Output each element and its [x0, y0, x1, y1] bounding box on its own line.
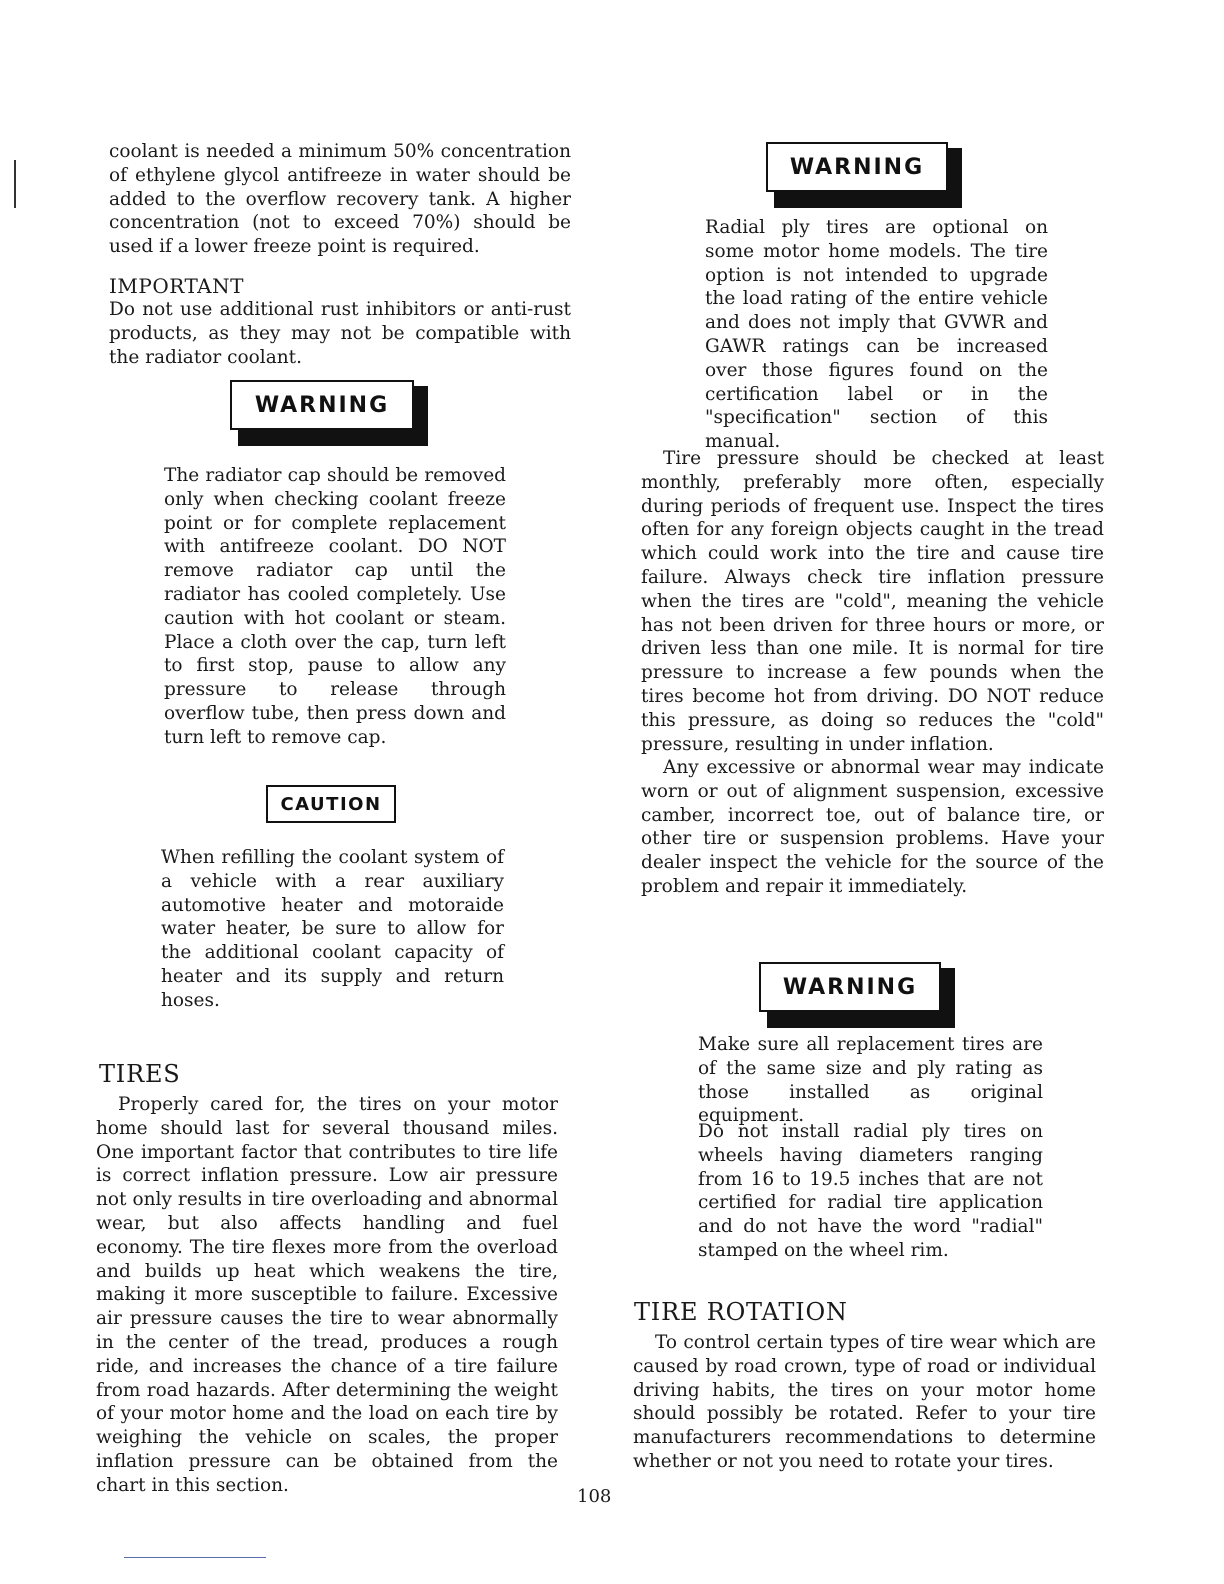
- warning-shadow: [767, 1012, 955, 1028]
- replacement-text: Make sure all replacement tires are of the same size and ply rating as those installed as original equipment.: [698, 1034, 1043, 1127]
- important-heading: IMPORTANT: [109, 274, 244, 298]
- radial-rim-text: Do not install radial ply tires on wheels having diameters ranging from 16 to 19.5 inches that are not certified for radial tire application and do not have the word "radial" stamped on the wheel rim.: [698, 1121, 1043, 1261]
- warning-label: WARNING: [230, 380, 414, 430]
- tires-heading: TIRES: [99, 1060, 181, 1088]
- warning-label: WARNING: [759, 962, 941, 1012]
- radiator-warning-text: The radiator cap should be removed only when checking coolant freeze point or for complete replacement with antifreeze coolant. DO NOT remove radiator cap until the radiator has cooled completely. Use caution with hot coolant or steam. Place a cloth over the cap, turn left to first stop, pause to allow any pressure to release through overflow tube, then press down and turn left to remove cap.: [164, 465, 506, 748]
- footer-rule: [124, 1557, 266, 1558]
- warning-label: WARNING: [766, 142, 948, 192]
- pressure-paragraph: Tire pressure should be checked at least monthly, preferably more often, especially during periods of frequent use. Inspect the tires often for any foreign objects caught in the tread which could work into the tire and cause tire failure. Always check tire inflation pressure when the tires are "cold", meaning the vehicle has not been driven for three hours or more, or driven less than one mile. It is normal for tire pressure to increase a few pounds when the tires become hot from driving. DO NOT reduce this pressure, as doing so reduces the "cold" pressure, resulting in under inflation.: [641, 448, 1104, 755]
- replacement-warning-box: [759, 962, 955, 1028]
- important-text: Do not use additional rust inhibitors or anti-rust products, as they may not be compatible with the radiator coolant.: [109, 299, 571, 368]
- radial-warning-box: [766, 142, 962, 208]
- warning-shadow: [238, 430, 428, 446]
- caution-label: CAUTION: [266, 785, 396, 823]
- tire-rotation-heading: TIRE ROTATION: [634, 1298, 848, 1326]
- wear-paragraph: Any excessive or abnormal wear may indicate worn or out of alignment suspension, excessive camber, incorrect toe, out of balance tire, or other tire or suspension problems. Have your dealer inspect the vehicle for the source of the problem and repair it immediately.: [641, 757, 1104, 897]
- scan-edge-mark: [14, 160, 16, 208]
- caution-text: When refilling the coolant system of a vehicle with a rear auxiliary automotive heater and motoraide water heater, be sure to allow for the additional coolant capacity of heater and its supply and return hoses.: [161, 847, 504, 1011]
- tires-text: Properly cared for, the tires on your motor home should last for several thousand miles. One important factor that contributes to tire life is correct inflation pressure. Low air pressure not only results in tire overloading and abnormal wear, but also affects handling and fuel economy. The tire flexes more from the overload and builds up heat which weakens the tire, making it more susceptible to failure. Excessive air pressure causes the tire to wear abnormally in the center of the tread, produces a rough ride, and increases the chance of a tire failure from road hazards. After determining the weight of your motor home and the load on each tire by weighing the vehicle on scales, the proper inflation pressure can be obtained from the chart in this section.: [96, 1094, 558, 1496]
- warning-shadow: [774, 192, 962, 208]
- radial-warning-text: Radial ply tires are optional on some motor home models. The tire option is not intended to upgrade the load rating of the entire vehicle and does not imply that GVWR and GAWR ratings can be increased over those figures found on the certification label or in the "specification" section of this manual.: [705, 217, 1048, 453]
- radiator-warning-box: [230, 380, 428, 446]
- tire-rotation-text: To control certain types of tire wear which are caused by road crown, type of road or individual driving habits, the tires on your motor home should possibly be rotated. Refer to your tire manufacturers recommendations to determine whether or not you need to rotate your tires.: [633, 1332, 1096, 1472]
- page-number: 108: [577, 1486, 612, 1507]
- intro-paragraph: coolant is needed a minimum 50% concentration of ethylene glycol antifreeze in water should be added to the overflow recovery tank. A higher concentration (not to exceed 70%) should be used if a lower freeze point is required.: [109, 141, 571, 258]
